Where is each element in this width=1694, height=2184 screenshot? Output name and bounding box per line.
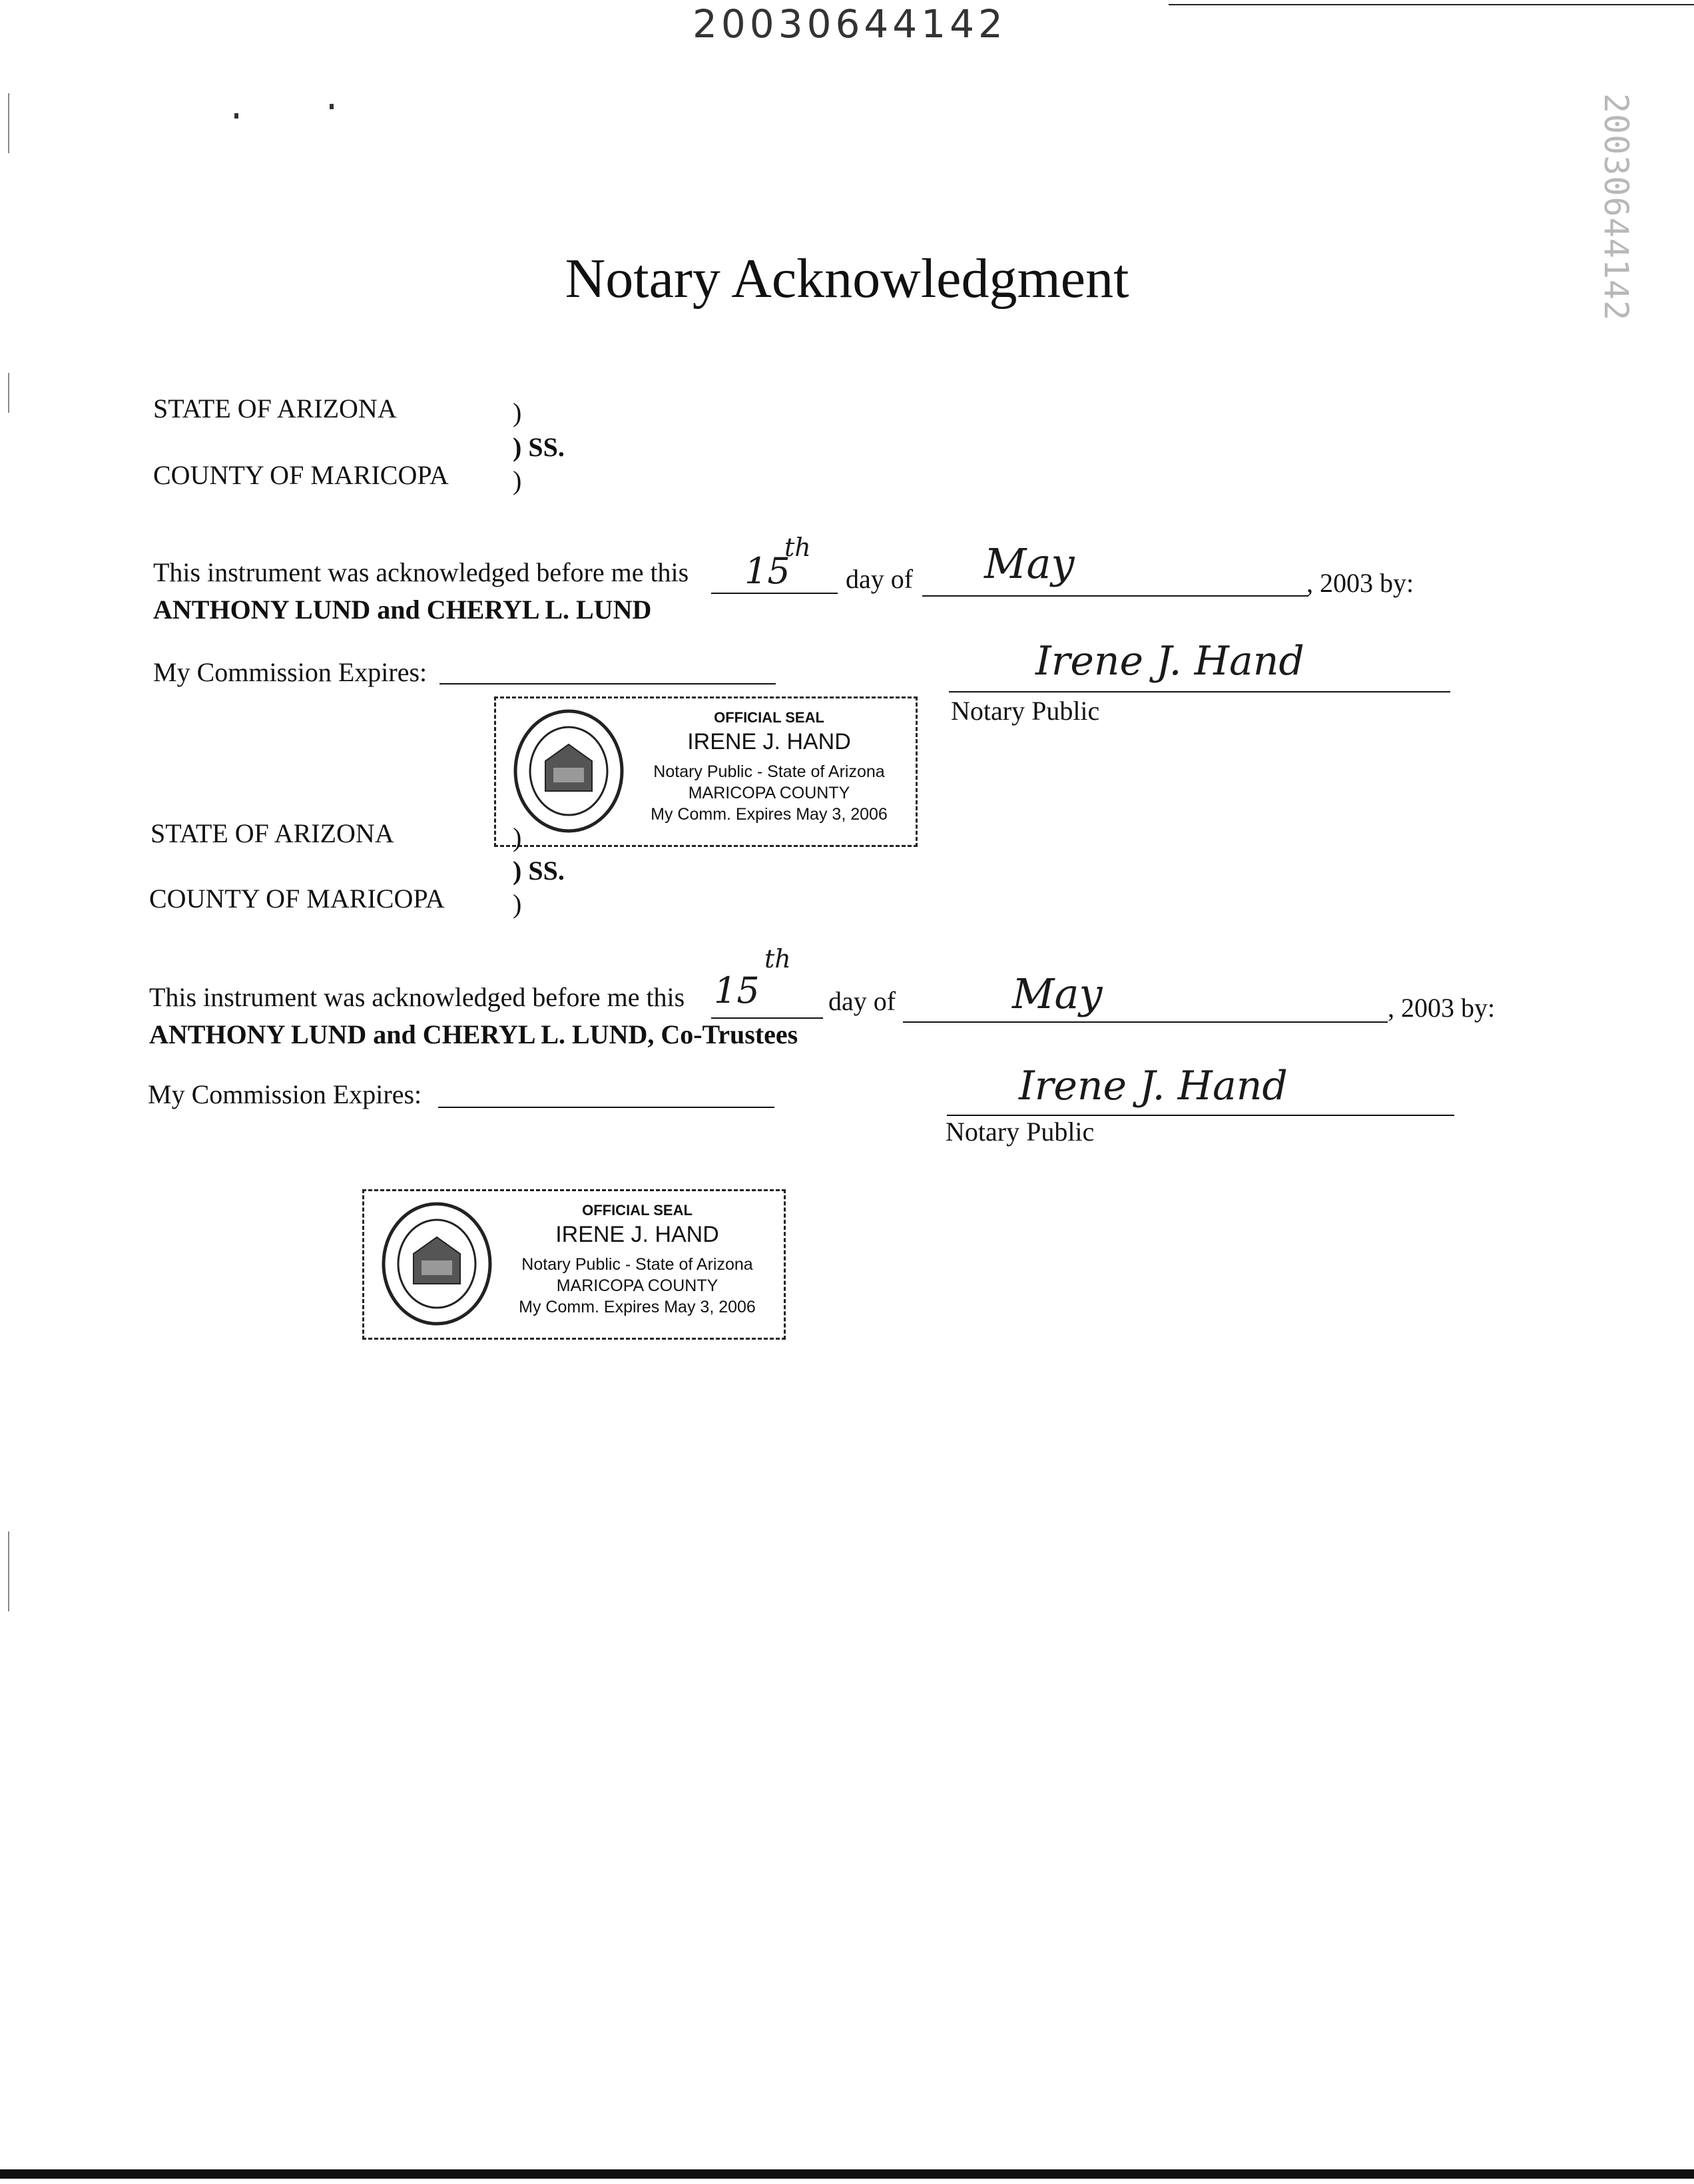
seal-commission-line: Notary Public - State of Arizona: [653, 762, 885, 781]
county-label: COUNTY OF MARICOPA: [153, 460, 449, 490]
state-seal-emblem: [512, 708, 625, 834]
official-seal-stamp: [494, 696, 918, 847]
top-rule: [1169, 4, 1694, 5]
notary-public-label: Notary Public: [951, 696, 1100, 726]
state-seal-emblem: [380, 1201, 493, 1327]
month-handwritten: May: [984, 539, 1075, 588]
commission-expires-label: My Commission Expires:: [153, 657, 427, 687]
day-of-label: day of: [828, 986, 896, 1016]
official-seal-stamp: [362, 1189, 786, 1340]
acknowledgment-text: This instrument was acknowledged before me this: [153, 557, 689, 587]
ss-label: ) SS.: [513, 856, 565, 886]
scan-mark: [8, 1531, 9, 1611]
seal-official-label: OFFICIAL SEAL: [582, 1202, 693, 1219]
venue-paren: ): [513, 822, 522, 852]
acknowledgment-text: This instrument was acknowledged before me this: [149, 982, 685, 1012]
bottom-rule: [0, 2169, 1694, 2179]
notary-signature: Irene J. Hand: [1019, 1063, 1288, 1109]
day-suffix-handwritten: th: [784, 533, 811, 562]
side-document-number: 20030644142: [1597, 93, 1635, 322]
seal-notary-name: IRENE J. HAND: [687, 729, 851, 754]
scan-mark: [8, 93, 9, 153]
parties-names: ANTHONY LUND and CHERYL L. LUND, Co-Trustees: [149, 1019, 798, 1049]
seal-notary-name: IRENE J. HAND: [555, 1222, 719, 1247]
seal-expiry-line: My Comm. Expires May 3, 2006: [651, 805, 888, 824]
notary-signature: Irene J. Hand: [1035, 638, 1304, 684]
venue-paren: ): [513, 398, 522, 427]
commission-blank: [439, 683, 776, 684]
scan-dot: [330, 104, 334, 109]
scan-dot: [234, 113, 238, 119]
parties-names: ANTHONY LUND and CHERYL L. LUND: [153, 595, 652, 625]
seal-county-line: MARICOPA COUNTY: [688, 784, 850, 802]
venue-paren: ): [513, 465, 522, 495]
month-handwritten: May: [1012, 969, 1103, 1018]
seal-expiry-line: My Comm. Expires May 3, 2006: [519, 1298, 756, 1316]
notary-public-label: Notary Public: [946, 1117, 1095, 1147]
year-text: , 2003 by:: [1306, 568, 1414, 598]
state-label: STATE OF ARIZONA: [153, 394, 397, 423]
county-label: COUNTY OF MARICOPA: [149, 884, 445, 914]
year-text: , 2003 by:: [1388, 993, 1496, 1023]
commission-expires-label: My Commission Expires:: [148, 1079, 422, 1109]
ss-label: ) SS.: [513, 432, 565, 462]
day-handwritten: 15: [744, 550, 790, 592]
month-blank: [922, 595, 1308, 597]
seal-official-label: OFFICIAL SEAL: [714, 709, 824, 726]
signature-line: [949, 691, 1450, 692]
day-handwritten: 15: [714, 969, 760, 1011]
day-suffix-handwritten: th: [764, 944, 791, 973]
venue-paren: ): [513, 889, 522, 919]
seal-county-line: MARICOPA COUNTY: [556, 1276, 718, 1295]
day-blank: [711, 593, 838, 594]
document-number: 20030644142: [693, 1, 1007, 47]
day-of-label: day of: [846, 564, 914, 594]
state-label: STATE OF ARIZONA: [150, 818, 394, 848]
month-blank: [903, 1021, 1388, 1023]
scan-mark: [8, 373, 9, 413]
commission-blank: [438, 1107, 774, 1108]
seal-commission-line: Notary Public - State of Arizona: [521, 1255, 753, 1274]
page-title: Notary Acknowledgment: [565, 248, 1129, 310]
